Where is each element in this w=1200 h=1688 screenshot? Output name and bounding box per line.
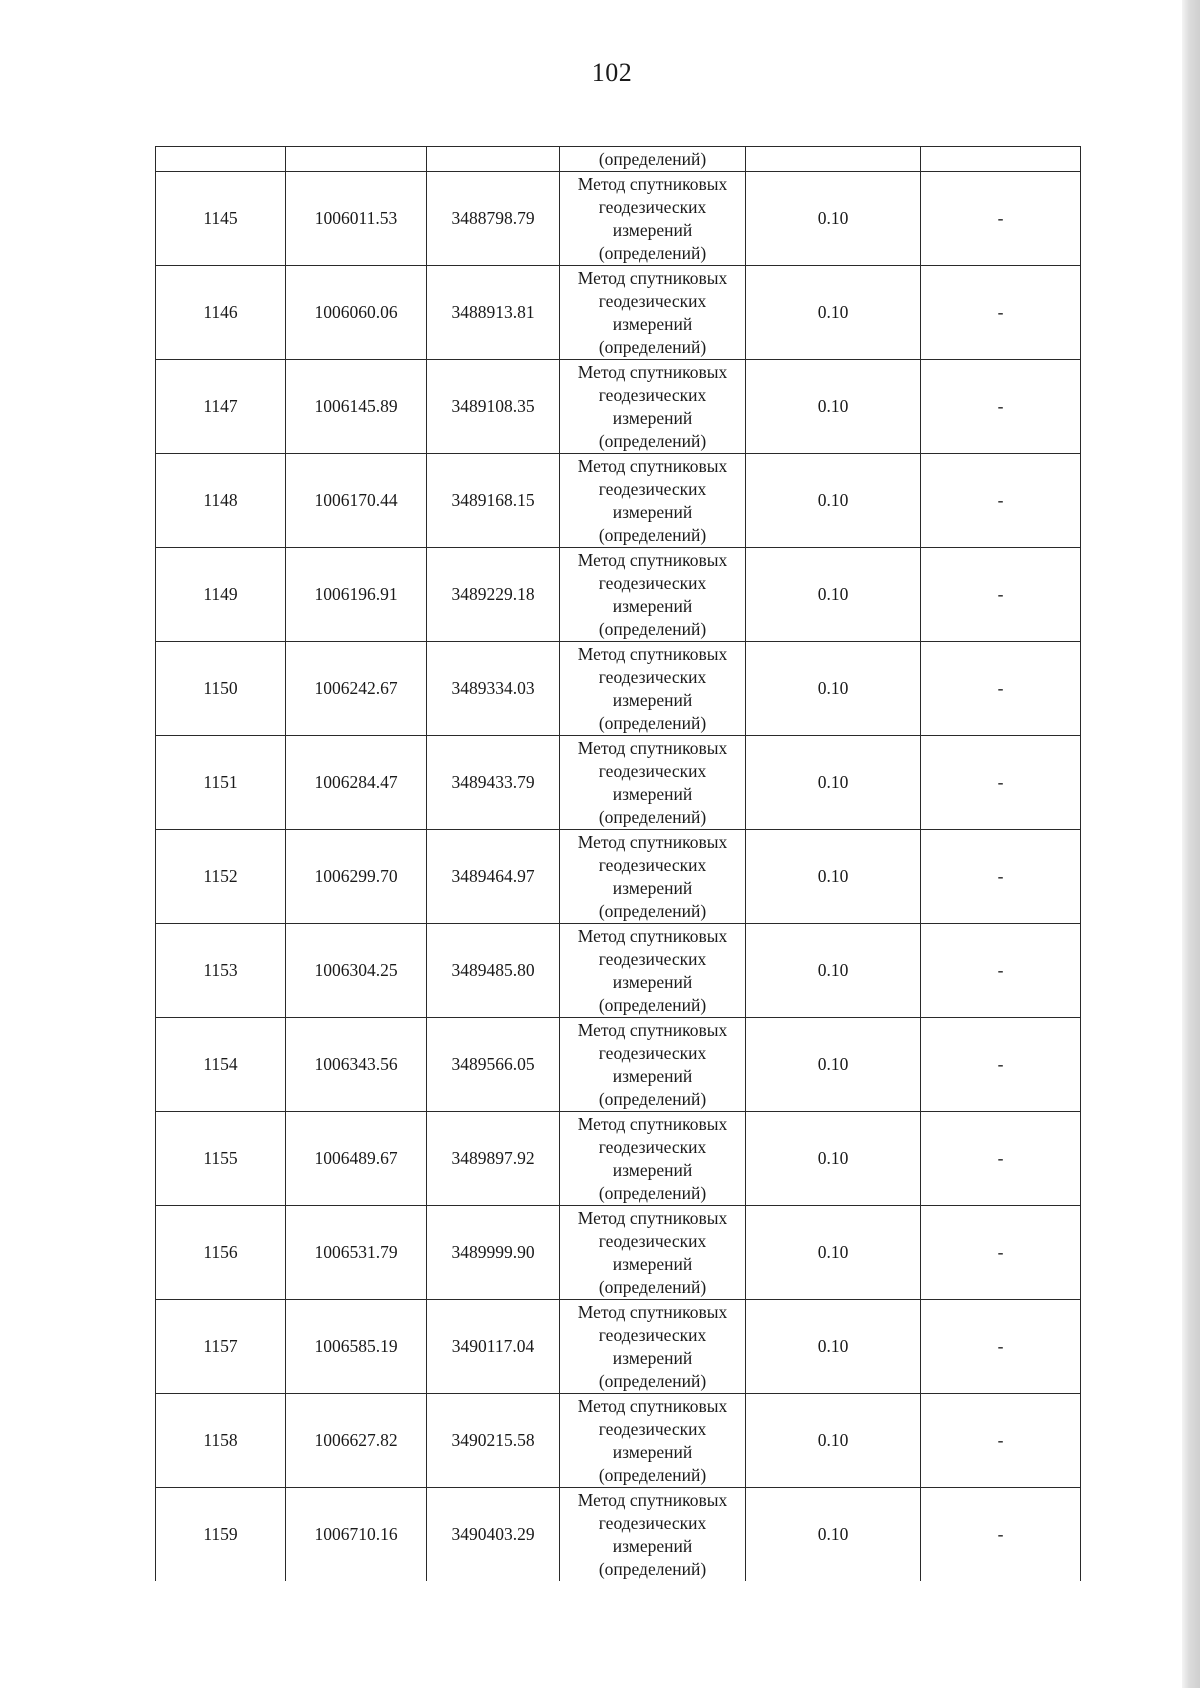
method-line: измерений [612,595,693,616]
point-number-cell: 1157 [156,1300,286,1394]
note-cell: - [921,1394,1081,1488]
y-coordinate-cell: 3489229.18 [427,548,560,642]
note-cell: - [921,642,1081,736]
x-coordinate-cell: 1006011.53 [286,172,427,266]
note-cell: - [921,1206,1081,1300]
coordinates-table [155,146,1081,1581]
accuracy-cell: 0.10 [746,1488,921,1582]
table-row [156,736,1081,830]
method-line: измерений [612,407,693,428]
method-line: (определений) [598,994,707,1015]
point-number-cell: 1153 [156,924,286,1018]
method-line: измерений [612,783,693,804]
method-line: геодезических [598,854,707,875]
method-line: измерений [612,689,693,710]
accuracy-cell: 0.10 [746,1394,921,1488]
method-line: Метод спутниковых [577,455,728,476]
table-row [156,1394,1081,1488]
accuracy-cell: 0.10 [746,1018,921,1112]
note-cell: - [921,360,1081,454]
y-coordinate-cell: 3489897.92 [427,1112,560,1206]
method-line: геодезических [598,1324,707,1345]
note-cell: - [921,1112,1081,1206]
x-coordinate-cell: 1006299.70 [286,830,427,924]
y-coordinate-cell: 3490117.04 [427,1300,560,1394]
continuation-cell-error [746,147,921,172]
point-number-cell: 1147 [156,360,286,454]
method-line: измерений [612,971,693,992]
method-cell [560,924,746,1018]
note-cell: - [921,1300,1081,1394]
point-number-cell: 1154 [156,1018,286,1112]
point-number-cell: 1156 [156,1206,286,1300]
accuracy-cell: 0.10 [746,736,921,830]
note-cell: - [921,548,1081,642]
method-line: геодезических [598,948,707,969]
accuracy-cell: 0.10 [746,1112,921,1206]
table-row [156,924,1081,1018]
accuracy-cell: 0.10 [746,548,921,642]
point-number-cell: 1155 [156,1112,286,1206]
method-cell [560,1394,746,1488]
y-coordinate-cell: 3490403.29 [427,1488,560,1582]
y-coordinate-cell: 3489334.03 [427,642,560,736]
x-coordinate-cell: 1006242.67 [286,642,427,736]
y-coordinate-cell: 3490215.58 [427,1394,560,1488]
method-line: геодезических [598,196,707,217]
table-row [156,548,1081,642]
continuation-cell-y [427,147,560,172]
note-cell: - [921,454,1081,548]
continuation-row [156,147,1081,172]
method-cell [560,1112,746,1206]
method-cell [560,454,746,548]
method-line: (определений) [598,1370,707,1391]
table-row [156,172,1081,266]
method-line: (определений) [598,1182,707,1203]
y-coordinate-cell: 3489566.05 [427,1018,560,1112]
x-coordinate-cell: 1006343.56 [286,1018,427,1112]
method-line: измерений [612,219,693,240]
y-coordinate-cell: 3489999.90 [427,1206,560,1300]
method-line: геодезических [598,666,707,687]
point-number-cell: 1148 [156,454,286,548]
table-row [156,1300,1081,1394]
x-coordinate-cell: 1006531.79 [286,1206,427,1300]
x-coordinate-cell: 1006627.82 [286,1394,427,1488]
x-coordinate-cell: 1006710.16 [286,1488,427,1582]
continuation-cell-num [156,147,286,172]
method-line: (определений) [598,806,707,827]
x-coordinate-cell: 1006170.44 [286,454,427,548]
y-coordinate-cell: 3489108.35 [427,360,560,454]
method-line: геодезических [598,760,707,781]
accuracy-cell: 0.10 [746,642,921,736]
method-cell [560,830,746,924]
table-row [156,830,1081,924]
note-cell: - [921,924,1081,1018]
method-line: геодезических [598,1418,707,1439]
method-line: геодезических [598,1042,707,1063]
x-coordinate-cell: 1006196.91 [286,548,427,642]
method-line: Метод спутниковых [577,643,728,664]
method-line: измерений [612,1253,693,1274]
continuation-cell-method: (определений) [560,147,746,172]
point-number-cell: 1152 [156,830,286,924]
continuation-cell-note [921,147,1081,172]
accuracy-cell: 0.10 [746,454,921,548]
method-line: (определений) [598,1558,707,1579]
x-coordinate-cell: 1006284.47 [286,736,427,830]
method-cell [560,1488,746,1582]
point-number-cell: 1145 [156,172,286,266]
table-row [156,1018,1081,1112]
method-line: (определений) [598,1276,707,1297]
accuracy-cell: 0.10 [746,172,921,266]
method-line: измерений [612,1159,693,1180]
y-coordinate-cell: 3489464.97 [427,830,560,924]
method-line: (определений) [598,712,707,733]
y-coordinate-cell: 3489485.80 [427,924,560,1018]
accuracy-cell: 0.10 [746,1300,921,1394]
method-line: (определений) [598,1464,707,1485]
method-cell [560,642,746,736]
point-number-cell: 1146 [156,266,286,360]
note-cell: - [921,1488,1081,1582]
table-row [156,1206,1081,1300]
x-coordinate-cell: 1006304.25 [286,924,427,1018]
x-coordinate-cell: 1006585.19 [286,1300,427,1394]
method-line: Метод спутниковых [577,1019,728,1040]
method-cell [560,1300,746,1394]
method-line: геодезических [598,1230,707,1251]
x-coordinate-cell: 1006060.06 [286,266,427,360]
y-coordinate-cell: 3489168.15 [427,454,560,548]
method-line: измерений [612,877,693,898]
method-line: (определений) [598,430,707,451]
point-number-cell: 1151 [156,736,286,830]
table-row [156,1112,1081,1206]
method-cell [560,548,746,642]
method-line: (определений) [598,618,707,639]
method-line: Метод спутниковых [577,549,728,570]
method-cell [560,736,746,830]
point-number-cell: 1150 [156,642,286,736]
method-cell [560,172,746,266]
page-number: 102 [591,58,633,87]
method-line: Метод спутниковых [577,1207,728,1228]
method-line: Метод спутниковых [577,737,728,758]
method-cell [560,266,746,360]
x-coordinate-cell: 1006489.67 [286,1112,427,1206]
note-cell: - [921,830,1081,924]
table-row [156,642,1081,736]
method-line: геодезических [598,1512,707,1533]
method-cell [560,1206,746,1300]
method-line: Метод спутниковых [577,925,728,946]
method-line: измерений [612,1065,693,1086]
method-line: Метод спутниковых [577,1395,728,1416]
accuracy-cell: 0.10 [746,360,921,454]
method-line: измерений [612,1535,693,1556]
x-coordinate-cell: 1006145.89 [286,360,427,454]
accuracy-cell: 0.10 [746,266,921,360]
y-coordinate-cell: 3488913.81 [427,266,560,360]
method-line: Метод спутниковых [577,1489,728,1510]
accuracy-cell: 0.10 [746,830,921,924]
method-line: геодезических [598,478,707,499]
table-row [156,266,1081,360]
method-line: (определений) [598,336,707,357]
method-cell [560,360,746,454]
method-line: Метод спутниковых [577,831,728,852]
method-line: (определений) [598,524,707,545]
method-line: Метод спутниковых [577,361,728,382]
method-line: геодезических [598,1136,707,1157]
method-line: Метод спутниковых [577,1301,728,1322]
point-number-cell: 1159 [156,1488,286,1582]
note-cell: - [921,266,1081,360]
method-line: измерений [612,501,693,522]
table-row [156,360,1081,454]
method-line: Метод спутниковых [577,267,728,288]
note-cell: - [921,736,1081,830]
page-edge-shadow [1182,0,1200,1688]
note-cell: - [921,172,1081,266]
method-line: Метод спутниковых [577,173,728,194]
continuation-cell-x [286,147,427,172]
note-cell: - [921,1018,1081,1112]
y-coordinate-cell: 3489433.79 [427,736,560,830]
method-line: (определений) [598,1088,707,1109]
point-number-cell: 1158 [156,1394,286,1488]
method-line: измерений [612,313,693,334]
method-line: (определений) [598,242,707,263]
accuracy-cell: 0.10 [746,1206,921,1300]
table-row [156,1488,1081,1582]
method-line: Метод спутниковых [577,1113,728,1134]
table-row [156,454,1081,548]
y-coordinate-cell: 3488798.79 [427,172,560,266]
coordinates-table-body [156,147,1081,1582]
method-line: измерений [612,1347,693,1368]
point-number-cell: 1149 [156,548,286,642]
accuracy-cell: 0.10 [746,924,921,1018]
method-line: геодезических [598,572,707,593]
method-cell [560,1018,746,1112]
method-line: (определений) [598,900,707,921]
method-line: измерений [612,1441,693,1462]
method-line: геодезических [598,290,707,311]
method-line: геодезических [598,384,707,405]
